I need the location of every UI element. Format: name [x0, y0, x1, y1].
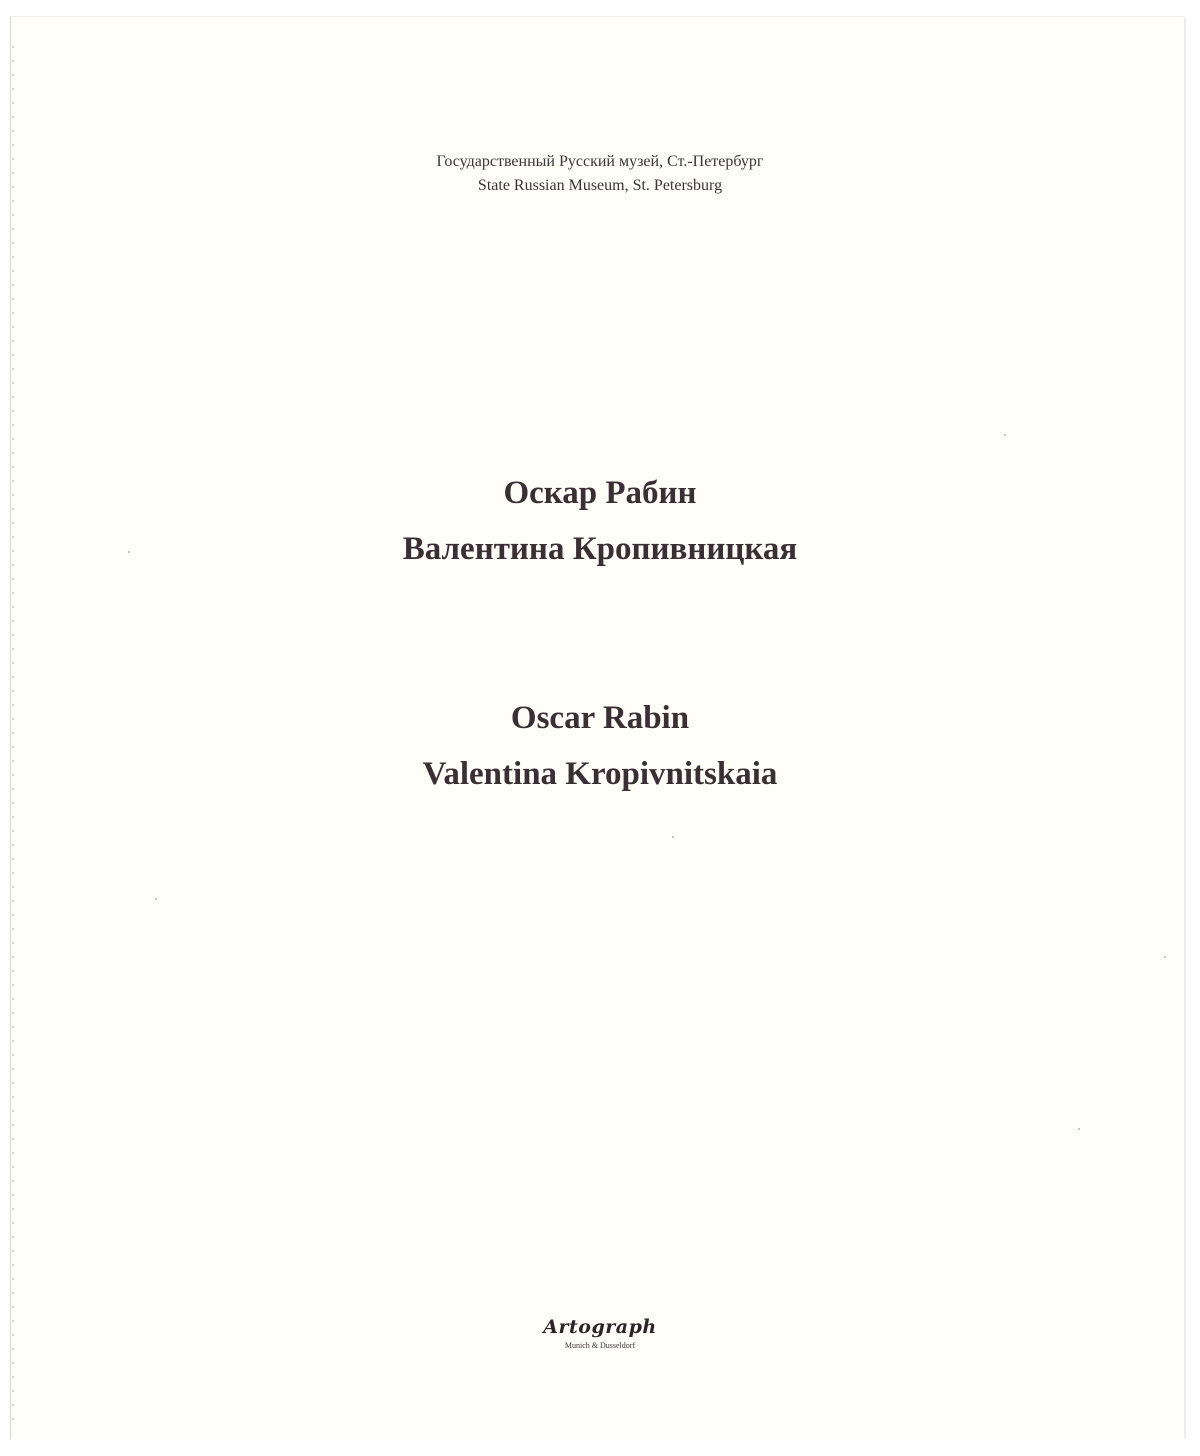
- artist-name-kropivnitskaia-en: Valentina Kropivnitskaia: [422, 756, 778, 792]
- paper-speck: [1164, 956, 1166, 958]
- publisher-location: Munich & Dusseldorf: [564, 1341, 636, 1350]
- publisher-logo: Artograph: [543, 1316, 657, 1338]
- museum-name-russian: Государственный Русский музей, Ст.-Петербург: [436, 153, 764, 170]
- museum-name-english: State Russian Museum, St. Petersburg: [477, 177, 723, 194]
- paper-speck: [1078, 1128, 1080, 1130]
- paper-speck: [1004, 434, 1006, 436]
- artist-names-russian: [0, 465, 1200, 577]
- paper-speck: [155, 898, 157, 900]
- museum-heading: [0, 150, 1200, 198]
- artist-name-rabin-en: Oscar Rabin: [510, 700, 690, 736]
- artist-names-english: [0, 690, 1200, 802]
- artist-name-rabin-ru: Оскар Рабин: [503, 475, 697, 511]
- paper-speck: [672, 836, 674, 838]
- artist-name-kropivnitskaia-ru: Валентина Кропивницкая: [402, 531, 798, 567]
